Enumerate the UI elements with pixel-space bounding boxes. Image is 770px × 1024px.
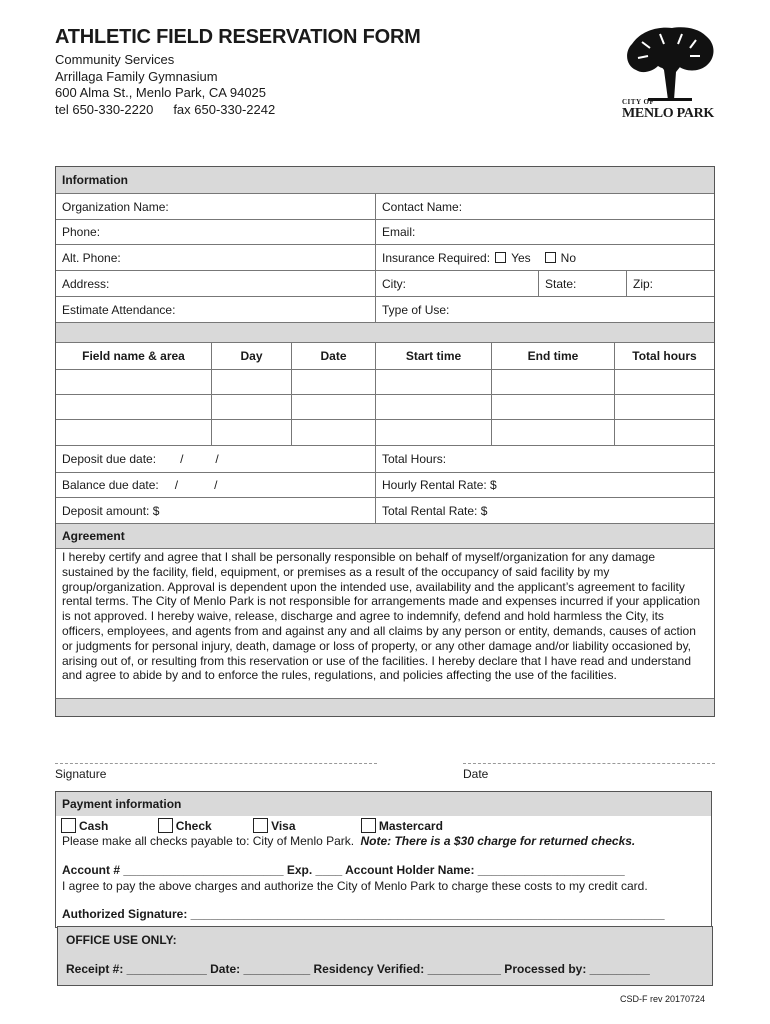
cash-checkbox[interactable] xyxy=(61,818,76,833)
account-line[interactable]: Account # ________________________ Exp. ____ Account Holder Name: ______________________ xyxy=(62,863,625,877)
start-time-cell[interactable] xyxy=(375,395,491,419)
payment-title: Payment information xyxy=(56,792,711,816)
fax-number: fax 650-330-2242 xyxy=(173,101,276,117)
date-slash: / xyxy=(180,452,184,466)
street-address: 600 Alma St., Menlo Park, CA 94025 xyxy=(55,85,267,100)
start-time-cell[interactable] xyxy=(375,420,491,445)
deposit-due-label: Deposit due date: xyxy=(62,452,157,466)
schedule-row xyxy=(56,419,714,445)
date-slash: / xyxy=(174,478,179,492)
day-cell[interactable] xyxy=(211,395,291,419)
date-cell[interactable] xyxy=(291,420,375,445)
state-field[interactable]: State: xyxy=(538,271,626,296)
cash-label: Cash xyxy=(79,819,109,833)
payment-section xyxy=(55,791,712,928)
field-name-cell[interactable] xyxy=(56,395,211,419)
insurance-label: Insurance Required: xyxy=(382,250,491,265)
insurance-yes-checkbox[interactable] xyxy=(495,252,506,263)
signature-line[interactable] xyxy=(55,763,377,765)
facility-name: Arrillaga Family Gymnasium xyxy=(55,68,218,84)
schedule-row xyxy=(56,369,714,394)
city-field[interactable]: City: xyxy=(375,271,538,296)
mastercard-label: Mastercard xyxy=(378,819,443,833)
office-use-title: OFFICE USE ONLY: xyxy=(66,933,177,947)
email-field[interactable]: Email: xyxy=(375,220,714,244)
estimate-attendance-field[interactable]: Estimate Attendance: xyxy=(62,302,176,317)
tree-icon xyxy=(612,22,720,102)
date-slash: / xyxy=(215,452,219,466)
payable-text: Please make all checks payable to: City of Menlo Park. xyxy=(62,834,355,848)
address-block xyxy=(55,52,275,118)
date-line[interactable] xyxy=(463,763,715,765)
insurance-no-label: No xyxy=(560,250,576,265)
total-hours-field[interactable]: Total Hours: xyxy=(375,446,714,472)
col-total-hours: Total hours xyxy=(614,343,714,369)
date-cell[interactable] xyxy=(291,370,375,394)
agreement-footer-band xyxy=(56,698,714,716)
info-row-address xyxy=(56,270,714,296)
total-hours-cell[interactable] xyxy=(614,395,714,419)
payable-notice xyxy=(62,834,635,848)
date-cell[interactable] xyxy=(291,395,375,419)
authorized-signature-line[interactable]: Authorized Signature: _______________________________________________________________________ xyxy=(62,907,665,921)
info-row-attendance xyxy=(56,296,714,322)
type-of-use-field[interactable]: Type of Use: xyxy=(375,297,714,322)
information-title: Information xyxy=(62,173,128,187)
date-label: Date xyxy=(463,767,489,781)
field-name-cell[interactable] xyxy=(56,420,211,445)
department: Community Services xyxy=(55,52,175,67)
form-title: ATHLETIC FIELD RESERVATION FORM xyxy=(55,26,421,48)
mastercard-checkbox[interactable] xyxy=(361,818,376,833)
signature-label: Signature xyxy=(55,767,107,781)
organization-name-field[interactable]: Organization Name: xyxy=(62,199,169,214)
agreement-header xyxy=(56,523,714,548)
start-time-cell[interactable] xyxy=(375,370,491,394)
returned-check-note: Note: There is a $30 charge for returned checks. xyxy=(360,834,636,848)
authorize-text: I agree to pay the above charges and authorize the City of Menlo Park to charge these costs to my credit card. xyxy=(62,879,648,893)
deposit-due-date-field[interactable] xyxy=(56,446,375,472)
contact-numbers xyxy=(55,102,275,119)
logo-menlo-park: MENLO PARK xyxy=(622,106,715,121)
phone-field[interactable]: Phone: xyxy=(62,225,101,239)
insurance-required xyxy=(375,245,714,270)
fees-row-deposit-due xyxy=(56,445,714,472)
total-rental-rate-field[interactable]: Total Rental Rate: $ xyxy=(375,498,714,523)
check-checkbox[interactable] xyxy=(158,818,173,833)
contact-name-field[interactable]: Contact Name: xyxy=(375,194,714,219)
schedule-header-row xyxy=(56,342,714,369)
balance-due-date-field[interactable] xyxy=(56,473,375,497)
fees-row-deposit-amount xyxy=(56,497,714,523)
info-row-phone xyxy=(56,219,714,244)
agreement-text: I hereby certify and agree that I shall be personally responsible on behalf of myself/organization for any damage sustained by the facility, field, equipment, or premises as a result of the occupancy of said facility by my group/organization. Approval is dependent upon the intended use, availability and the applicant’s agreement to facility rental terms. The City of Menlo Park is not responsible for arrangements made and expenses incurred if your application is not approved. I hereby waive, release, discharge and agree to indemnify, defend and hold harmless the City, its officers, employees, and agents from and against any and all claims by any person or entity, demands, causes of action or judgments for personal injury, death, damage or loss of property, or any other damage and/or liability occasioned by, arising out of, or resulting from this reservation or use of the facilities. I hereby declare that I have read and understand and agree to abide by and to enforce the rules, regulations, and policies affecting the use of the facilities. xyxy=(62,550,701,683)
col-field-name: Field name & area xyxy=(82,349,185,363)
col-day: Day xyxy=(211,343,291,369)
total-hours-cell[interactable] xyxy=(614,420,714,445)
spacer-band xyxy=(56,322,714,342)
insurance-no-checkbox[interactable] xyxy=(545,252,556,263)
deposit-amount-field[interactable]: Deposit amount: $ xyxy=(62,503,160,518)
information-section xyxy=(55,166,715,717)
end-time-cell[interactable] xyxy=(491,395,614,419)
revision-label: CSD-F rev 20170724 xyxy=(620,994,706,1004)
alt-phone-field[interactable]: Alt. Phone: xyxy=(62,250,121,265)
info-row-alt xyxy=(56,244,714,270)
visa-checkbox[interactable] xyxy=(253,818,268,833)
balance-due-label: Balance due date: xyxy=(62,478,159,492)
col-date: Date xyxy=(291,343,375,369)
city-logo xyxy=(612,22,720,126)
schedule-row xyxy=(56,394,714,419)
payment-methods xyxy=(61,818,443,833)
tel-number: tel 650-330-2220 xyxy=(55,101,154,117)
total-hours-cell[interactable] xyxy=(614,370,714,394)
insurance-yes-label: Yes xyxy=(511,250,531,265)
info-row-org xyxy=(56,193,714,219)
field-name-cell[interactable] xyxy=(56,370,211,394)
address-field[interactable]: Address: xyxy=(62,276,110,291)
logo-city-of: CITY OF xyxy=(622,98,655,106)
check-label: Check xyxy=(175,819,212,833)
date-slash: / xyxy=(214,478,218,492)
fees-row-balance-due xyxy=(56,472,714,497)
visa-label: Visa xyxy=(271,819,296,833)
zip-field[interactable]: Zip: xyxy=(626,271,714,296)
information-header xyxy=(56,167,714,193)
day-cell[interactable] xyxy=(211,420,291,445)
col-start-time: Start time xyxy=(375,343,491,369)
agreement-body xyxy=(56,548,714,698)
office-use-section xyxy=(57,926,713,986)
hourly-rental-rate-field[interactable]: Hourly Rental Rate: $ xyxy=(375,473,714,497)
day-cell[interactable] xyxy=(211,370,291,394)
col-end-time: End time xyxy=(491,343,614,369)
end-time-cell[interactable] xyxy=(491,420,614,445)
agreement-title: Agreement xyxy=(62,529,125,543)
office-use-line[interactable]: Receipt #: ____________ Date: __________ Residency Verified: ___________ Processed by: _________ xyxy=(66,962,650,976)
end-time-cell[interactable] xyxy=(491,370,614,394)
